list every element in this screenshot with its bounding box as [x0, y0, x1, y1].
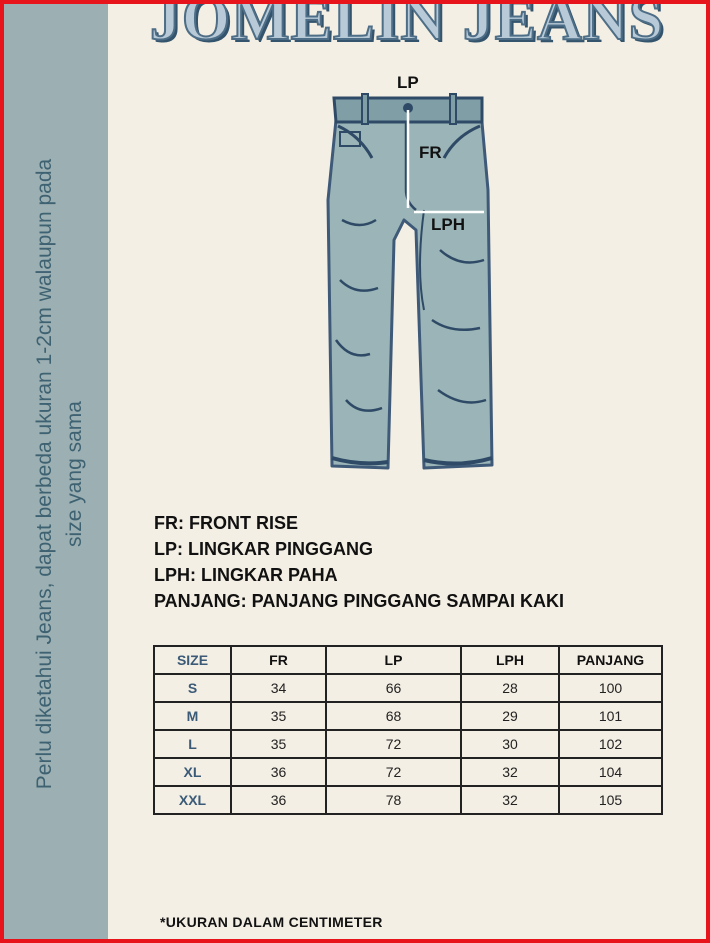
cell-lph: 32	[461, 758, 559, 786]
cell-lp: 78	[326, 786, 461, 814]
cell-fr: 35	[231, 702, 326, 730]
table-row	[154, 730, 662, 758]
jeans-icon	[320, 70, 510, 480]
definition-fr: FR: FRONT RISE	[154, 513, 298, 533]
header-lp: LP	[326, 646, 461, 674]
cell-lp: 66	[326, 674, 461, 702]
jeans-body	[328, 100, 492, 468]
cell-lph: 32	[461, 786, 559, 814]
cell-fr: 36	[231, 786, 326, 814]
table-row	[154, 702, 662, 730]
unit-footnote: *UKURAN DALAM CENTIMETER	[160, 914, 383, 930]
cell-size: XL	[154, 758, 231, 786]
table-header-row	[154, 646, 662, 674]
cell-lp: 68	[326, 702, 461, 730]
disclaimer-text: Perlu diketahui Jeans, dapat berbeda ukuran 1-2cm walaupun pada size yang sama	[33, 158, 86, 790]
side-panel	[4, 4, 108, 939]
lph-label: LPH	[431, 215, 465, 234]
cell-size: S	[154, 674, 231, 702]
definition-panjang: PANJANG: PANJANG PINGGANG SAMPAI KAKI	[154, 591, 565, 611]
brand-title: JOMELIN JEANS	[149, 0, 665, 53]
cell-lph: 30	[461, 730, 559, 758]
lp-label: LP	[397, 73, 419, 92]
cell-lph: 28	[461, 674, 559, 702]
cell-fr: 35	[231, 730, 326, 758]
cell-size: XXL	[154, 786, 231, 814]
definition-list	[154, 510, 564, 614]
definition-lp: LP: LINGKAR PINGGANG	[154, 539, 373, 559]
cell-size: L	[154, 730, 231, 758]
cell-panjang: 104	[559, 758, 662, 786]
table-row	[154, 674, 662, 702]
cell-fr: 36	[231, 758, 326, 786]
cell-panjang: 102	[559, 730, 662, 758]
cell-lp: 72	[326, 730, 461, 758]
fr-label: FR	[419, 143, 442, 162]
table-row	[154, 786, 662, 814]
cell-size: M	[154, 702, 231, 730]
cell-panjang: 105	[559, 786, 662, 814]
table-row	[154, 758, 662, 786]
header-fr: FR	[231, 646, 326, 674]
header-size: SIZE	[154, 646, 231, 674]
cell-lp: 72	[326, 758, 461, 786]
header-lph: LPH	[461, 646, 559, 674]
cell-fr: 34	[231, 674, 326, 702]
definition-lph: LPH: LINGKAR PAHA	[154, 565, 338, 585]
size-chart-table	[153, 645, 663, 815]
cell-panjang: 101	[559, 702, 662, 730]
cell-panjang: 100	[559, 674, 662, 702]
header-panjang: PANJANG	[559, 646, 662, 674]
cell-lph: 29	[461, 702, 559, 730]
